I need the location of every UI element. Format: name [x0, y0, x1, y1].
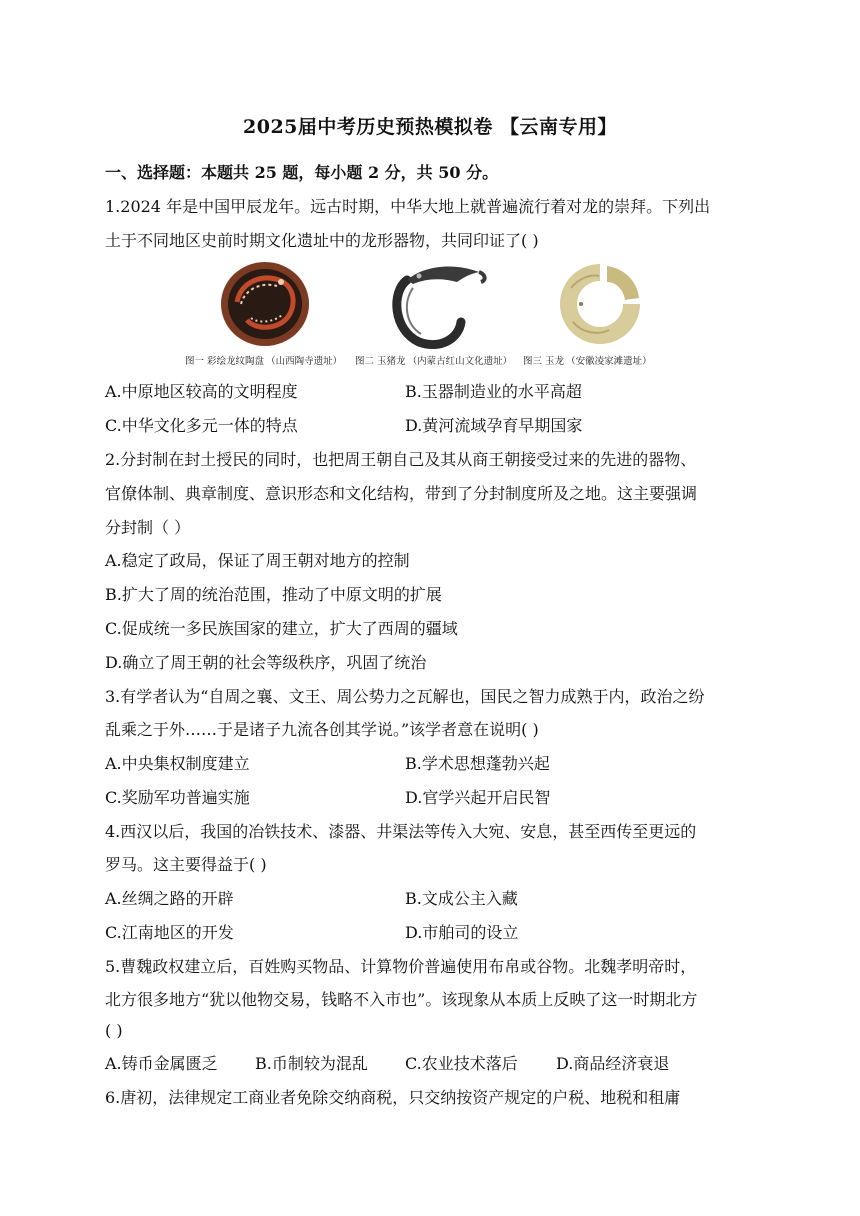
q4-line1: 4.西汉以后，我国的冶铁技术、漆器、井渠法等传入大宛、安息，甚至西传至更远的	[105, 822, 697, 841]
q6-line1: 6.唐初，法律规定工商业者免除交纳商税，只交纳按资产规定的户税、地税和租庸	[105, 1088, 681, 1107]
painted-pottery-plate-icon	[217, 258, 313, 348]
jade-c-dragon-icon	[383, 258, 493, 350]
q2-line2: 官僚体制、典章制度、意识形态和文化结构，带到了分封制度所及之地。这主要强调	[105, 484, 698, 503]
q5-option-c: C.农业技术落后	[405, 1054, 518, 1073]
exam-title: 2025届中考历史预热模拟卷 【云南专用】	[243, 116, 617, 138]
figure-3-name: 玉龙	[545, 356, 565, 367]
q5-line1: 5.曹魏政权建立后，百姓购买物品、计算物价普遍使用布帛或谷物。北魏孝明帝时，	[105, 957, 697, 976]
q4-option-b: B.文成公主入藏	[405, 889, 518, 908]
q3-line2: 乱乘之于外……于是诸子九流各创其学说。”该学者意在说明( )	[105, 720, 539, 739]
figure-3-source: （安徽凌家滩遗址）	[566, 356, 652, 367]
q3-option-c: C.奖励军功普遍实施	[105, 788, 250, 807]
q1-option-c: C.中华文化多元一体的特点	[105, 416, 298, 435]
q3-option-d: D.官学兴起开启民智	[405, 788, 551, 807]
q4-option-a: A.丝绸之路的开辟	[105, 889, 234, 908]
q3-line1: 3.有学者认为“自周之襄、文王、周公势力之瓦解也，国民之智力成熟于内，政治之纷	[105, 687, 705, 706]
jade-ring-dragon-icon	[551, 258, 649, 350]
figure-1-source: （山西陶寺遗址）	[266, 356, 343, 367]
figure-1-label: 图一	[185, 356, 205, 367]
figure-1-caption	[185, 353, 342, 367]
q4-option-c: C.江南地区的开发	[105, 923, 234, 942]
q3-option-a: A.中央集权制度建立	[105, 754, 250, 773]
q2-option-b: B.扩大了周的统治范围，推动了中原文明的扩展	[105, 585, 442, 604]
q1-line1: 1.2024 年是中国甲辰龙年。远古时期，中华大地上就普遍流行着对龙的崇拜。下列出	[105, 197, 711, 216]
q5-line3: ( )	[105, 1021, 123, 1040]
q2-option-a: A.稳定了政局，保证了周王朝对地方的控制	[105, 551, 410, 570]
figure-2-source: （内蒙古红山文化遗址）	[407, 356, 513, 367]
q1-option-d: D.黄河流域孕育早期国家	[405, 416, 583, 435]
q2-line3: 分封制（ ）	[105, 518, 191, 537]
q5-option-d: D.商品经济衰退	[556, 1054, 670, 1073]
q2-line1: 2.分封制在封土授民的同时，也把周王朝自己及其从商王朝接受过来的先进的器物、	[105, 450, 697, 469]
figure-3-label: 图三	[523, 356, 543, 367]
q2-option-d: D.确立了周王朝的社会等级秩序，巩固了统治	[105, 653, 427, 672]
figure-1-name: 彩绘龙纹陶盘	[207, 356, 265, 367]
q3-option-b: B.学术思想蓬勃兴起	[405, 754, 550, 773]
figure-2-caption	[355, 353, 512, 367]
q1-figures	[185, 258, 675, 370]
q4-option-d: D.市舶司的设立	[405, 923, 519, 942]
q1-line2: 土于不同地区史前时期文化遗址中的龙形器物，共同印证了( )	[105, 231, 539, 250]
q4-line2: 罗马。这主要得益于( )	[105, 855, 267, 874]
q5-line2: 北方很多地方“犹以他物交易，钱略不入市也”。该现象从本质上反映了这一时期北方	[105, 990, 698, 1009]
q2-option-c: C.促成统一多民族国家的建立，扩大了西周的疆域	[105, 619, 458, 638]
figure-2-name: 玉猪龙	[377, 356, 406, 367]
section-heading: 一、选择题：本题共 25 题，每小题 2 分，共 50 分。	[105, 163, 499, 182]
figure-2-label: 图二	[355, 356, 375, 367]
q1-option-a: A.中原地区较高的文明程度	[105, 382, 298, 401]
q5-option-a: A.铸币金属匮乏	[105, 1054, 218, 1073]
q1-option-b: B.玉器制造业的水平高超	[405, 382, 582, 401]
q5-option-b: B.币制较为混乱	[255, 1054, 368, 1073]
figure-3-caption	[523, 353, 652, 367]
